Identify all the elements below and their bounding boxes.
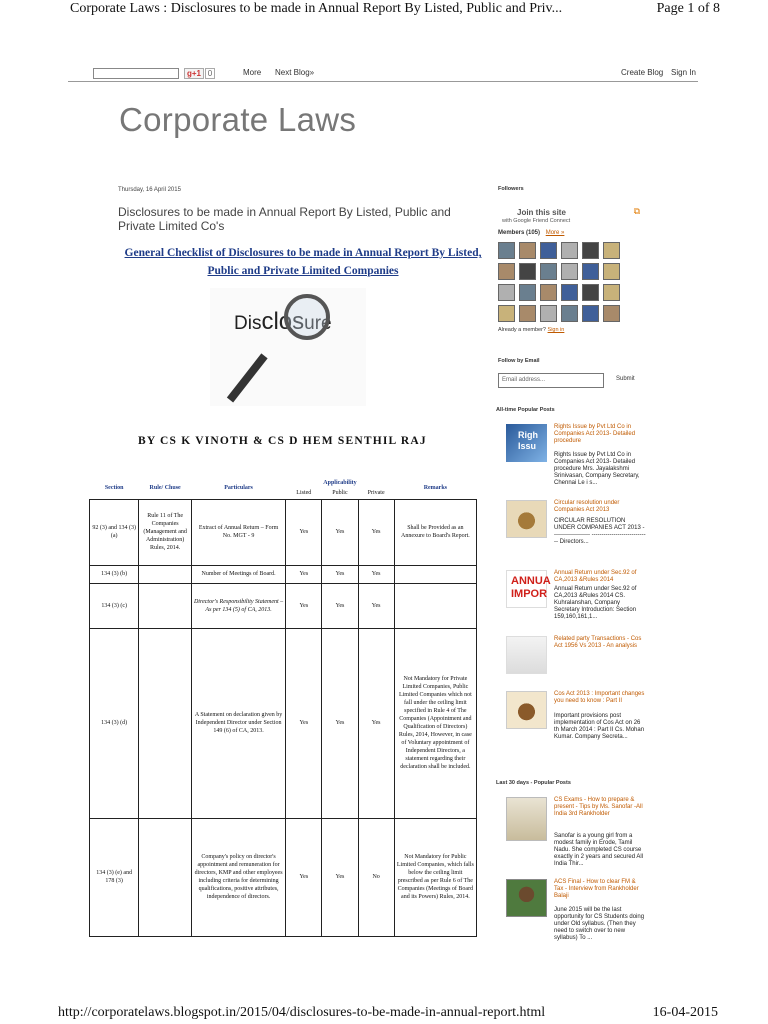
avatar[interactable] [498, 242, 515, 259]
cell-rule [139, 565, 192, 583]
disclosure-image-text: Disclosure [234, 308, 332, 335]
avatar[interactable] [582, 305, 599, 322]
avatar[interactable] [519, 263, 536, 280]
print-page-title: Corporate Laws : Disclosures to be made in Annual Report By Listed, Public and Priv... [70, 1, 563, 16]
avatar[interactable] [540, 263, 557, 280]
popular-post-snippet: Important provisions post implementation of Cos Act on 26 th March 2014 : Part II Cs. Mohan Kumar. Company Secreta... [554, 713, 645, 740]
post-thumbnail[interactable] [506, 879, 547, 917]
navbar-search-input[interactable] [93, 68, 179, 79]
popular-post-snippet: Rights Issue by Pvt Ltd Co in Companies Act 2013- Detailed procedure Mrs. Jayalakshmi Srinivasan, Company Secretary, Chennai Le i s... [554, 452, 640, 486]
cell-listed: Yes [286, 628, 322, 818]
cell-section: 134 (3) (b) [90, 565, 139, 583]
table-row [90, 565, 477, 583]
header-section: Section [104, 484, 124, 491]
last30-post-snippet: Sanofar is a young girl from a modest family in Erode, Tamil Nadu. She completed CS course exactly in 2 years and secured All India Thir... [554, 833, 644, 867]
next-blog-link[interactable]: Next Blog» [275, 68, 315, 77]
header-applicability: Applicability [323, 479, 357, 486]
table-row [90, 628, 477, 818]
print-url: http://corporatelaws.blogspot.in/2015/04/disclosures-to-be-made-in-annual-report.html [58, 1005, 546, 1020]
last30-post-snippet: June 2015 will be the last opportunity for CS Students doing under Old syllabus. (Then they need to switch over to new syllabus) To ... [554, 907, 645, 941]
popular-post-snippet: CIRCULAR RESOLUTION UNDER COMPANIES ACT 2013 ------------------- ----------------------------- Directors... [554, 518, 646, 545]
cell-section: 92 (3) and 134 (3) (a) [90, 499, 139, 565]
disclosure-checklist-table [89, 477, 477, 937]
cell-rule: Rule 11 of The Companies (Management and Administration) Rules, 2014. [139, 499, 192, 565]
cell-private: Yes [358, 628, 394, 818]
last30-post-title[interactable]: CS Exams - How to prepare & present - Tips by Ms. Sanofar -All India 3rd Rankholder [554, 797, 643, 817]
avatar[interactable] [498, 305, 515, 322]
header-public: Public [332, 490, 348, 497]
cell-particulars: A Statement on declaration given by Independent Director under Section 149 (6) of CA, 2013. [191, 628, 285, 818]
header-listed: Listed [296, 490, 312, 497]
cell-listed: Yes [286, 499, 322, 565]
avatar[interactable] [519, 305, 536, 322]
header-rule: Rule/ Chuse [149, 484, 181, 491]
expand-icon[interactable]: ⧉ [633, 206, 640, 216]
post-byline: BY CS K VINOTH & CS D HEM SENTHIL RAJ [138, 435, 427, 447]
cell-public: Yes [322, 583, 358, 628]
more-link[interactable]: More [243, 68, 262, 77]
avatar[interactable] [582, 263, 599, 280]
print-date: 16-04-2015 [652, 1005, 718, 1020]
member-avatar-grid [498, 242, 618, 322]
cell-rule [139, 628, 192, 818]
avatar[interactable] [582, 242, 599, 259]
already-member-text: Already a member? Sign in [498, 327, 565, 333]
avatar[interactable] [540, 305, 557, 322]
cell-remarks: Not Mandatory for Private Limited Companies, Public Limited Companies which not fall under the ceiling limit specified in Rule 4 of The Companies (Appointment and Qualification of Directors) Rules, 2014, However, in case of Voluntary appointment of Independent Directors, a statement regarding their declaration shall be included. [394, 628, 476, 818]
print-footer [58, 1005, 718, 1021]
cell-section: 134 (3) (e) and 178 (3) [90, 818, 139, 936]
cell-private: Yes [358, 499, 394, 565]
avatar[interactable] [498, 263, 515, 280]
sign-in-link[interactable]: Sign In [671, 68, 696, 77]
cell-listed: Yes [286, 583, 322, 628]
sidebar-sign-in-link[interactable]: Sign in [547, 327, 565, 333]
join-site-widget[interactable] [496, 204, 644, 230]
join-site-title[interactable]: Join this site [517, 208, 566, 217]
header-remarks: Remarks [423, 484, 448, 491]
avatar[interactable] [561, 284, 578, 301]
cell-remarks: Shall be Provided as an Annexure to Board's Report. [394, 499, 476, 565]
avatar[interactable] [498, 284, 515, 301]
avatar[interactable] [540, 284, 557, 301]
cell-remarks [394, 583, 476, 628]
avatar[interactable] [603, 284, 620, 301]
cell-rule [139, 818, 192, 936]
post-thumbnail[interactable] [506, 797, 547, 841]
post-heading: General Checklist of Disclosures to be made in Annual Report By Listed, Public and Private Limited Companies [124, 247, 482, 277]
avatar[interactable] [582, 284, 599, 301]
popular-post-title[interactable]: Annual Return under Sec.92 of CA,2013 &Rules 2014 [554, 570, 637, 583]
post-thumbnail[interactable] [506, 691, 547, 729]
post-title[interactable]: Disclosures to be made in Annual Report By Listed, Public and Private Limited Co's [118, 205, 451, 233]
print-header [70, 0, 720, 18]
follow-email-heading: Follow by Email [498, 358, 540, 364]
cell-public: Yes [322, 628, 358, 818]
cell-private: No [358, 818, 394, 936]
cell-particulars: Number of Meetings of Board. [191, 565, 285, 583]
last30-post-title[interactable]: ACS Final - How to clear FM & Tax - Interview from Rankholder Balaji [554, 879, 639, 899]
last-30-days-heading: Last 30 days - Popular Posts [496, 780, 571, 786]
post-thumbnail[interactable] [506, 500, 547, 538]
table-row [90, 583, 477, 628]
cell-rule [139, 583, 192, 628]
avatar[interactable] [561, 305, 578, 322]
submit-button[interactable]: Submit [616, 376, 635, 382]
popular-post-title[interactable]: Rights Issue by Pvt Ltd Co in Companies Act 2013- Detailed procedure [554, 424, 636, 444]
blogger-navbar [68, 64, 698, 82]
popular-post-title[interactable]: Cos Act 2013 : Important changes you need to know : Part II [554, 691, 645, 704]
print-page-indicator: Page 1 of 8 [656, 1, 720, 16]
cell-remarks: Not Mandatory for Public Limited Companies, which falls below the ceiling limit prescribed as per Rule 6 of The Companies (Meetings of Board and its Powers) Rules, 2014. [394, 818, 476, 936]
cell-section: 134 (3) (c) [90, 583, 139, 628]
cell-listed: Yes [286, 565, 322, 583]
post-thumbnail[interactable]: ANNUA IMPOR [506, 570, 547, 608]
followers-heading: Followers [498, 186, 524, 192]
cell-public: Yes [322, 499, 358, 565]
cell-particulars: Company's policy on director's appointment and remuneration for directors, KMP and other employees including criteria for determining qualifications, positive attributes, independence of directors. [191, 818, 285, 936]
cell-particulars: Director's Responsibility Statement – As per 134 (5) of CA, 2013. [191, 583, 285, 628]
blog-title[interactable]: Corporate Laws [119, 101, 357, 138]
create-blog-link[interactable]: Create Blog [621, 68, 664, 77]
cell-private: Yes [358, 565, 394, 583]
cell-public: Yes [322, 565, 358, 583]
avatar[interactable] [603, 242, 620, 259]
cell-public: Yes [322, 818, 358, 936]
members-more-link[interactable]: More » [545, 230, 565, 236]
cell-listed: Yes [286, 818, 322, 936]
cell-particulars: Extract of Annual Return – Form No. MGT - 9 [191, 499, 285, 565]
table-row [90, 818, 477, 936]
post-date: Thursday, 16 April 2015 [118, 187, 181, 193]
avatar[interactable] [603, 263, 620, 280]
post-thumbnail[interactable]: Righ Issu [506, 424, 547, 462]
popular-post-title[interactable]: Related party Transactions - Cos Act 1956 Vs 2013 - An analysis [554, 636, 642, 649]
cell-private: Yes [358, 583, 394, 628]
cell-remarks [394, 565, 476, 583]
header-private: Private [367, 490, 385, 497]
avatar[interactable] [519, 284, 536, 301]
email-field[interactable]: Email address... [498, 373, 604, 388]
table-row [90, 499, 477, 565]
avatar[interactable] [561, 242, 578, 259]
gplus-button[interactable]: g+1 [184, 68, 204, 79]
avatar[interactable] [519, 242, 536, 259]
members-count: Members (105) More » [498, 230, 565, 236]
popular-post-title[interactable]: Circular resolution under Companies Act 2013 [554, 500, 620, 513]
magnifier-handle [227, 353, 268, 402]
avatar[interactable] [603, 305, 620, 322]
gplus-count: 0 [205, 68, 215, 79]
cell-section: 134 (3) (d) [90, 628, 139, 818]
header-particulars: Particulars [224, 484, 253, 491]
post-thumbnail[interactable] [506, 636, 547, 674]
avatar[interactable] [561, 263, 578, 280]
join-site-subtitle: with Google Friend Connect [502, 218, 571, 224]
disclosure-image [210, 288, 366, 406]
avatar[interactable] [540, 242, 557, 259]
all-time-popular-heading: All-time Popular Posts [496, 407, 555, 413]
magnifier-icon [284, 294, 330, 340]
popular-post-snippet: Annual Return under Sec.92 of CA,2013 &Rules 2014 CS. Kuhralanshan, Company Secretary Introduction: Section 159,160,161,1... [554, 586, 637, 620]
